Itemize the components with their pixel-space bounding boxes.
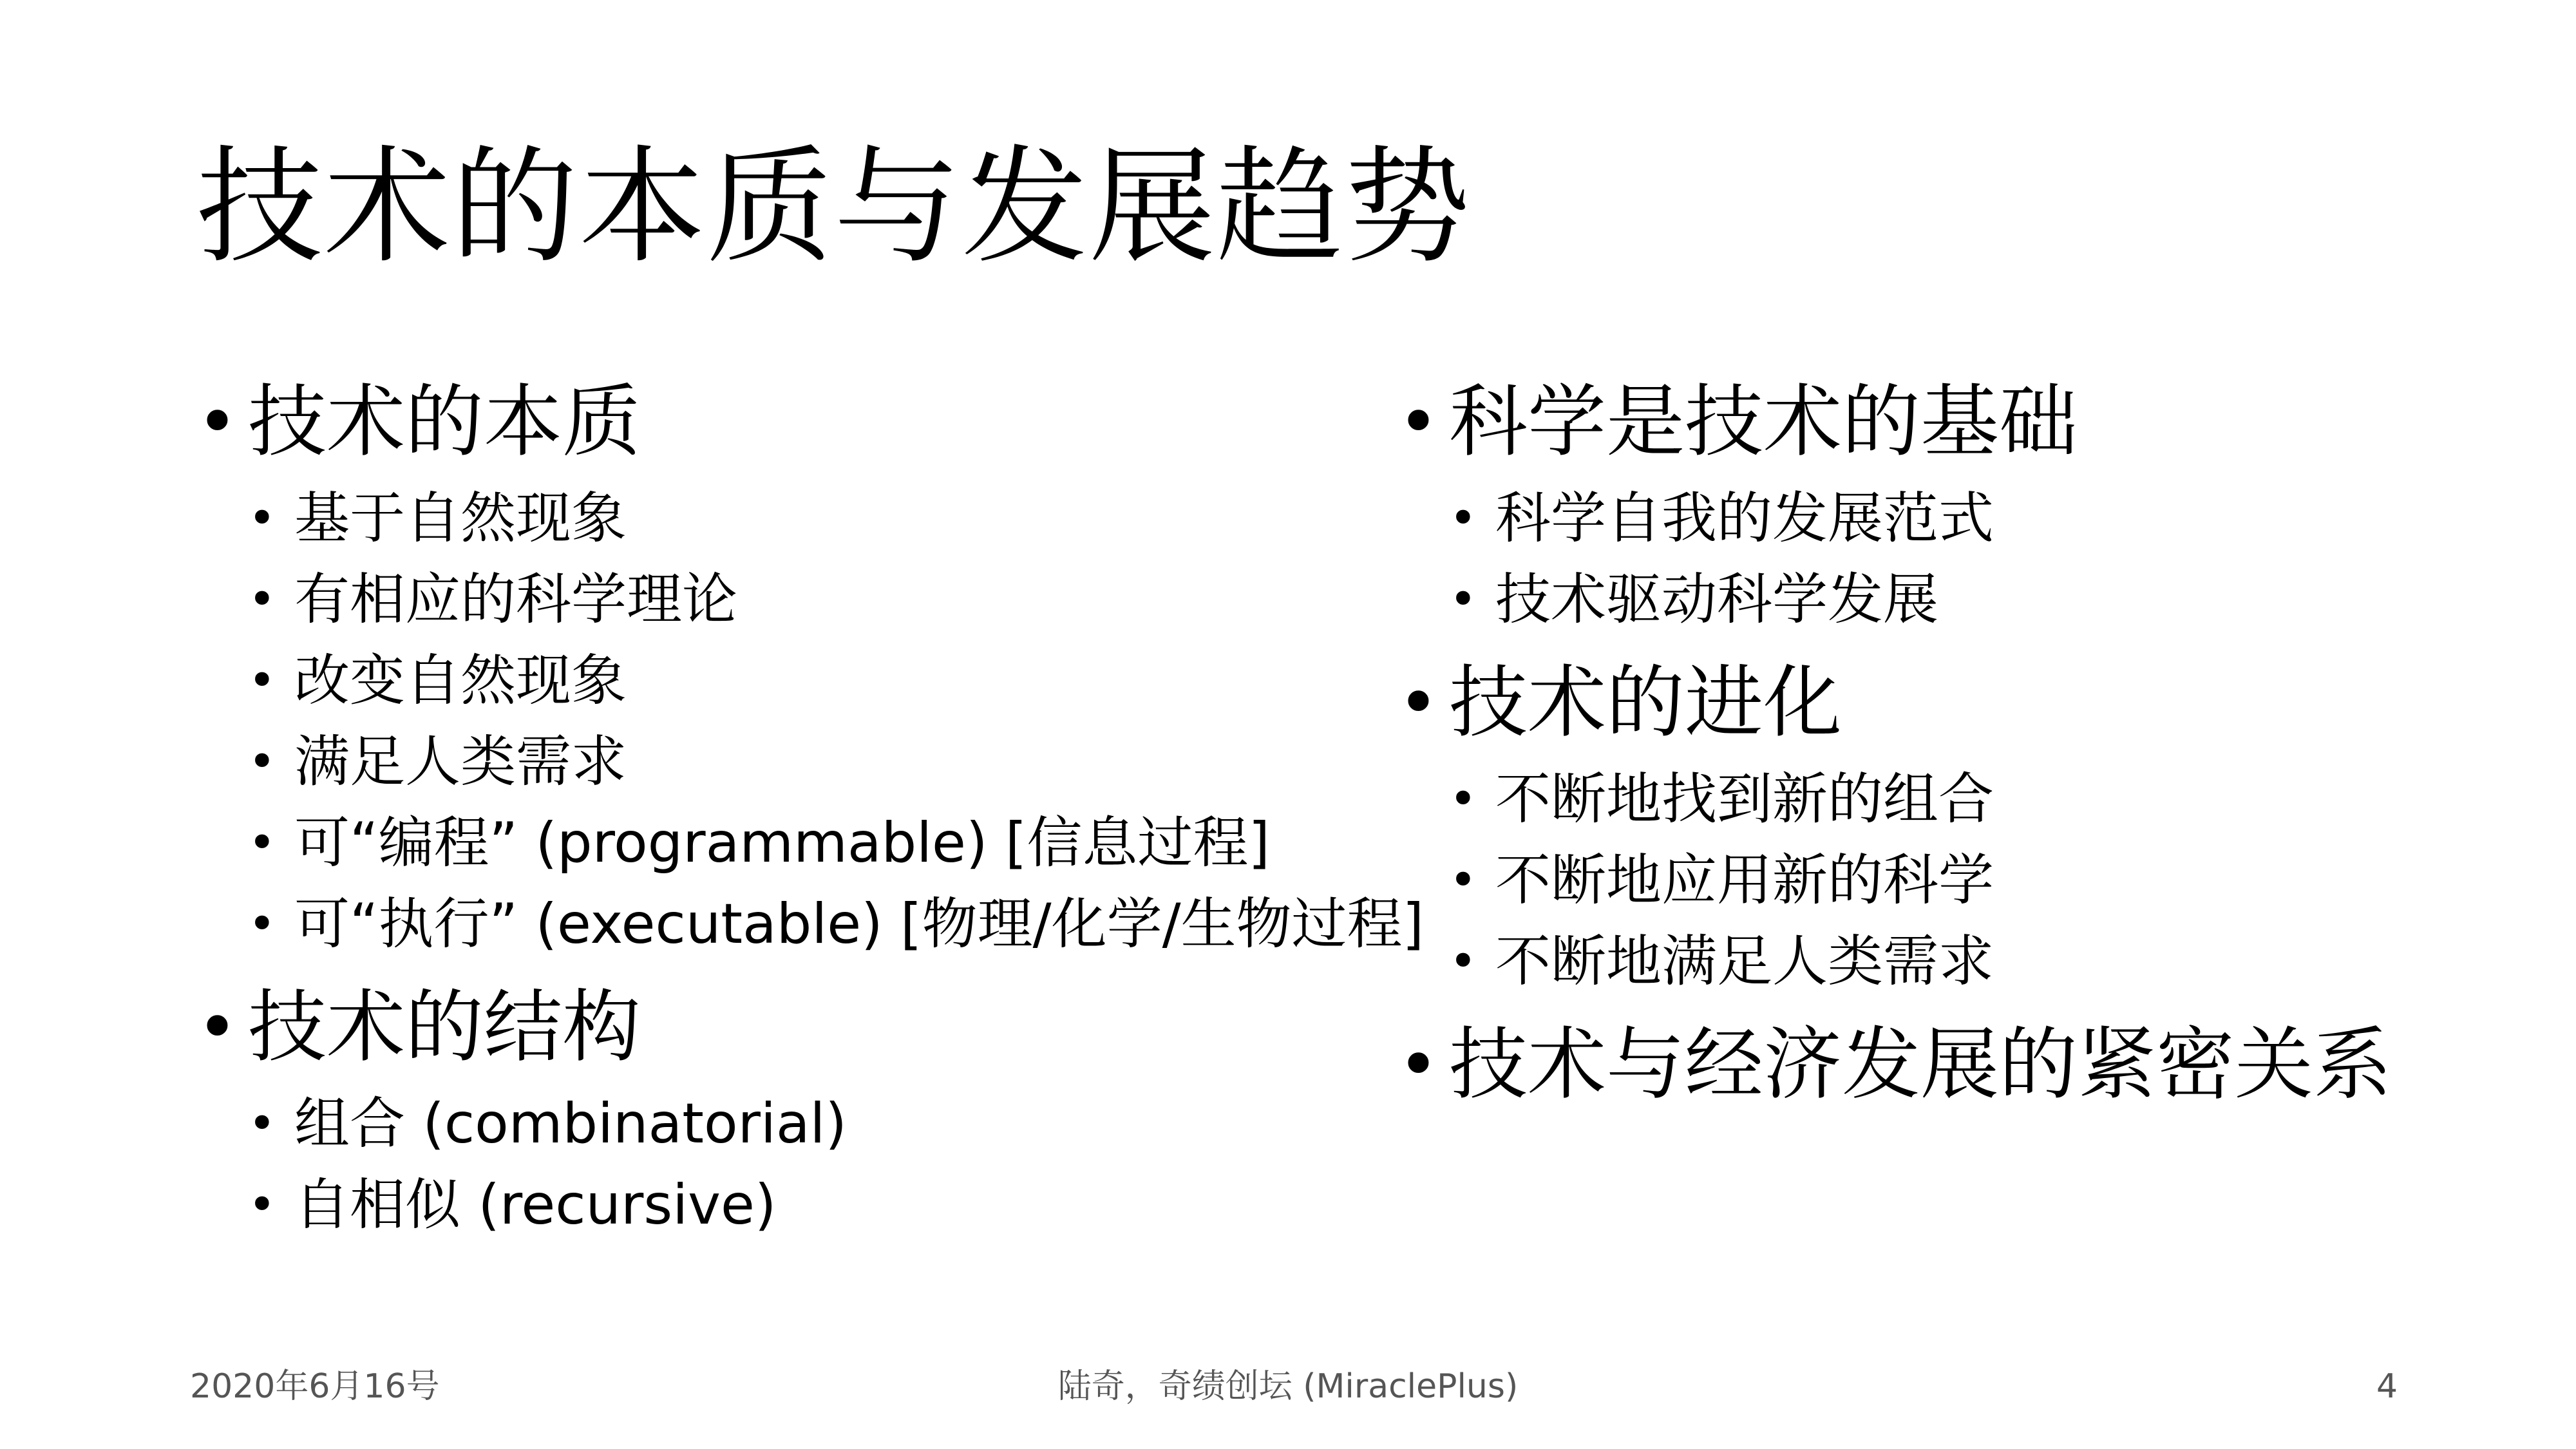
list-item: • 可“执行” (executable) [物理/化学/生物过程]	[248, 884, 1420, 965]
footer-author: 陆奇，奇绩创坛 (MiraclePlus)	[1057, 1367, 1519, 1406]
section-heading-nature	[196, 374, 1420, 470]
evolution-sublist	[1397, 759, 2492, 1002]
section-heading-evolution	[1397, 654, 2492, 751]
list-item: • 基于自然现象	[248, 478, 1420, 559]
page-number: 4	[2376, 1367, 2398, 1406]
section-heading-economy	[1397, 1016, 2492, 1113]
list-item: • 满足人类需求	[248, 721, 1420, 802]
list-item: • 自相似 (recursive)	[248, 1164, 1420, 1245]
science-sublist	[1397, 478, 2492, 640]
section-heading-text: 技术与经济发展的紧密关系	[1449, 1019, 2392, 1110]
list-item: • 有相应的科学理论	[248, 559, 1420, 640]
section-heading-text: 技术的进化	[1449, 657, 1842, 748]
list-item: • 不断地找到新的组合	[1449, 759, 2492, 840]
section-heading-text: 科学是技术的基础	[1449, 376, 2078, 468]
slide-title: 技术的本质与发展趋势	[196, 134, 1472, 281]
section-heading-structure	[196, 979, 1420, 1075]
left-column	[196, 374, 1425, 1260]
section-heading-science	[1397, 374, 2492, 470]
list-item: • 改变自然现象	[248, 640, 1420, 721]
list-item: • 可“编程” (programmable) [信息过程]	[248, 802, 1420, 884]
list-item: • 不断地满足人类需求	[1449, 921, 2492, 1002]
nature-sublist	[196, 478, 1425, 965]
footer-date: 2020年6月16号	[190, 1367, 440, 1406]
list-item: • 技术驱动科学发展	[1449, 559, 2492, 640]
right-column	[1397, 374, 2492, 1113]
section-heading-text: 技术的本质	[248, 376, 641, 468]
list-item: • 组合 (combinatorial)	[248, 1083, 1420, 1164]
section-heading-text: 技术的结构	[248, 981, 641, 1073]
structure-sublist	[196, 1083, 1420, 1245]
list-item: • 不断地应用新的科学	[1449, 840, 2492, 921]
list-item: • 科学自我的发展范式	[1449, 478, 2492, 559]
